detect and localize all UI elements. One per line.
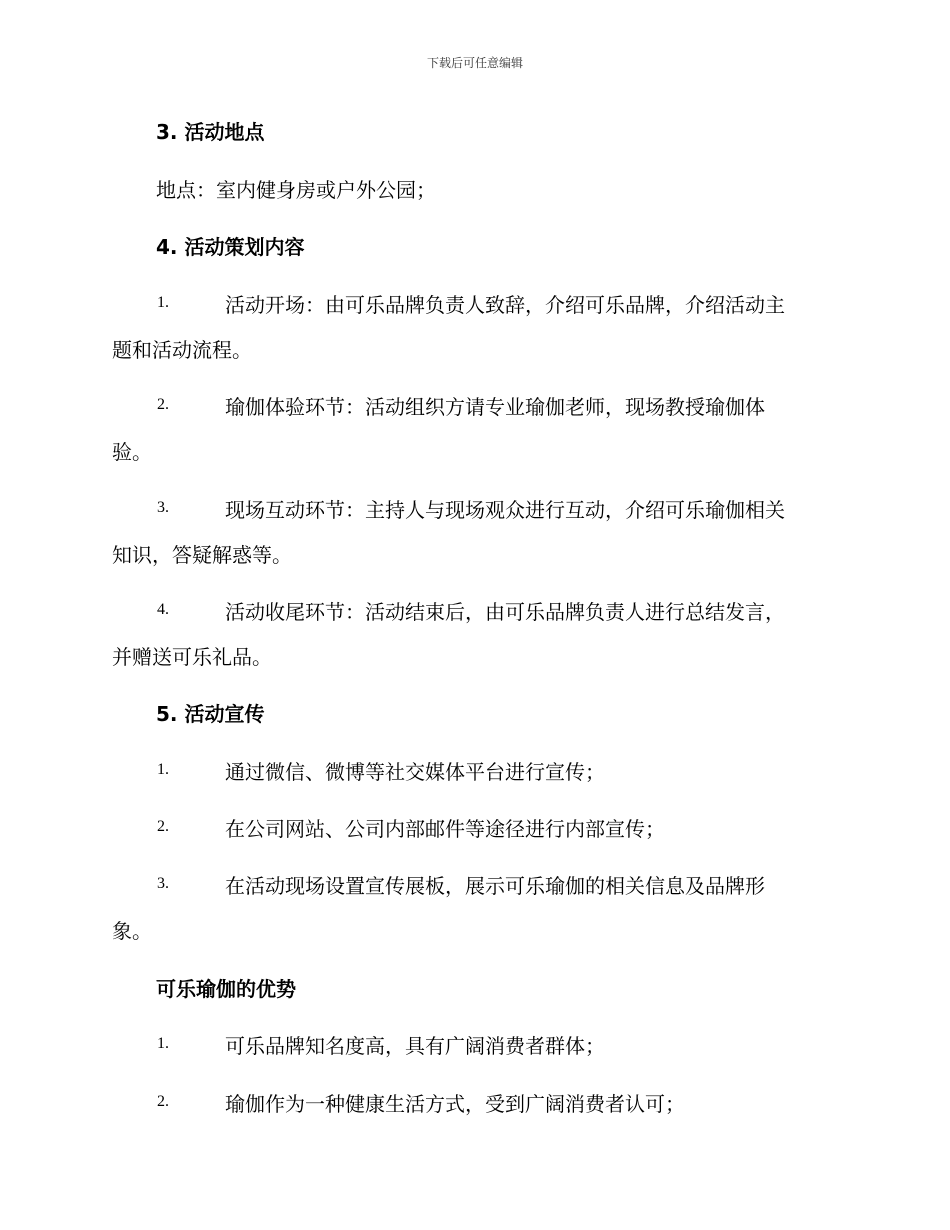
list-item-number: 1. (157, 294, 169, 311)
section-5-heading: 5. 活动宣传 (156, 702, 265, 726)
section-4-heading: 4. 活动策划内容 (156, 235, 305, 259)
list-item-text: 在活动现场设置宣传展板，展示可乐瑜伽的相关信息及品牌形 (225, 874, 765, 898)
list-item-number: 4. (157, 601, 169, 618)
list-item-text: 通过微信、微博等社交媒体平台进行宣传； (225, 760, 605, 784)
list-item-number: 1. (157, 761, 169, 778)
page-header-note: 下载后可任意编辑 (426, 56, 523, 70)
list-item-number: 2. (157, 818, 169, 835)
section-3-heading: 3. 活动地点 (156, 120, 265, 144)
list-item-continuation: 并赠送可乐礼品。 (112, 645, 272, 669)
list-item-continuation: 象。 (112, 919, 152, 943)
list-item-number: 2. (157, 396, 169, 413)
list-item-number: 1. (157, 1035, 169, 1052)
advantages-heading: 可乐瑜伽的优势 (156, 977, 296, 1001)
list-item-text: 活动开场：由可乐品牌负责人致辞，介绍可乐品牌，介绍活动主 (225, 293, 785, 317)
location-text: 地点：室内健身房或户外公园； (156, 178, 436, 202)
list-item-continuation: 知识，答疑解惑等。 (112, 543, 292, 567)
list-item-text: 可乐品牌知名度高，具有广阔消费者群体； (225, 1034, 605, 1058)
list-item-number: 2. (157, 1093, 169, 1110)
list-item-continuation: 验。 (112, 440, 152, 464)
list-item-continuation: 题和活动流程。 (112, 338, 252, 362)
list-item-number: 3. (157, 499, 169, 516)
list-item-text: 瑜伽体验环节：活动组织方请专业瑜伽老师，现场教授瑜伽体 (225, 395, 765, 419)
list-item-number: 3. (157, 875, 169, 892)
list-item-text: 瑜伽作为一种健康生活方式，受到广阔消费者认可； (225, 1092, 685, 1116)
list-item-text: 在公司网站、公司内部邮件等途径进行内部宣传； (225, 817, 665, 841)
list-item-text: 现场互动环节：主持人与现场观众进行互动，介绍可乐瑜伽相关 (225, 498, 785, 522)
list-item-text: 活动收尾环节：活动结束后，由可乐品牌负责人进行总结发言， (225, 600, 785, 624)
